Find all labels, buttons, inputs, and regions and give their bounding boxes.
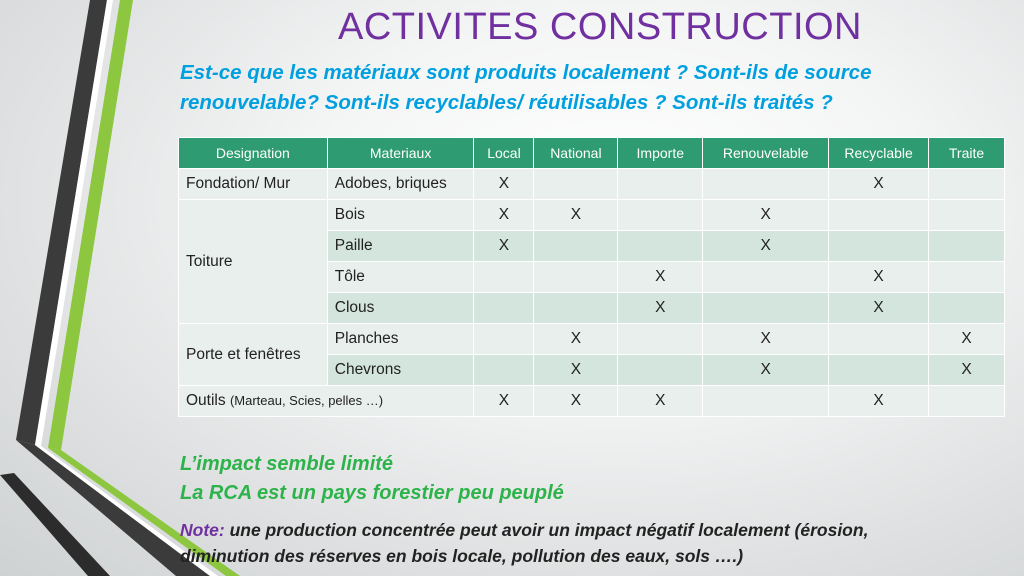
national-cell — [534, 293, 618, 324]
local-cell: X — [474, 200, 534, 231]
header-renouvelable: Renouvelable — [703, 138, 829, 169]
impact-text — [180, 450, 880, 508]
importe-cell — [618, 324, 703, 355]
question-text — [180, 58, 980, 118]
renouvelable-cell — [703, 293, 829, 324]
local-cell — [474, 293, 534, 324]
materiau-cell: Clous — [327, 293, 474, 324]
materiau-cell: Chevrons — [327, 355, 474, 386]
local-cell: X — [474, 169, 534, 200]
table-header-row — [179, 138, 1005, 169]
materiau-cell: Tôle — [327, 262, 474, 293]
local-cell — [474, 262, 534, 293]
national-cell — [534, 169, 618, 200]
traite-cell — [929, 386, 1005, 417]
impact-line-2: La RCA est un pays forestier peu peuplé — [180, 482, 564, 504]
national-cell — [534, 262, 618, 293]
renouvelable-cell — [703, 262, 829, 293]
designation-cell: Porte et fenêtres — [179, 324, 328, 386]
note-label: Note: — [180, 520, 225, 540]
outils-label: Outils — [186, 392, 226, 409]
national-cell: X — [534, 386, 618, 417]
renouvelable-cell — [703, 386, 829, 417]
traite-cell: X — [929, 355, 1005, 386]
note-text-1: une production concentrée peut avoir un impact négatif localement (érosion, — [224, 520, 869, 540]
importe-cell: X — [618, 386, 703, 417]
header-designation: Designation — [179, 138, 328, 169]
renouvelable-cell — [703, 169, 829, 200]
header-local: Local — [474, 138, 534, 169]
traite-cell — [929, 262, 1005, 293]
table-row — [179, 200, 1005, 231]
header-importe: Importe — [618, 138, 703, 169]
header-traite: Traite — [929, 138, 1005, 169]
materiau-cell: Adobes, briques — [327, 169, 474, 200]
materiau-cell: Paille — [327, 231, 474, 262]
importe-cell — [618, 231, 703, 262]
recyclable-cell — [829, 324, 929, 355]
national-cell: X — [534, 200, 618, 231]
traite-cell — [929, 231, 1005, 262]
materiau-cell: Bois — [327, 200, 474, 231]
recyclable-cell: X — [829, 169, 929, 200]
renouvelable-cell: X — [703, 324, 829, 355]
renouvelable-cell: X — [703, 355, 829, 386]
local-cell: X — [474, 386, 534, 417]
materiau-cell: Planches — [327, 324, 474, 355]
traite-cell — [929, 200, 1005, 231]
traite-cell: X — [929, 324, 1005, 355]
national-cell — [534, 231, 618, 262]
slide-title: ACTIVITES CONSTRUCTION — [337, 6, 863, 48]
white-stripe-upper — [35, 0, 113, 446]
importe-cell — [618, 169, 703, 200]
table-row — [179, 324, 1005, 355]
renouvelable-cell: X — [703, 200, 829, 231]
recyclable-cell — [829, 231, 929, 262]
importe-cell — [618, 355, 703, 386]
local-cell: X — [474, 231, 534, 262]
traite-cell — [929, 169, 1005, 200]
renouvelable-cell: X — [703, 231, 829, 262]
importe-cell: X — [618, 262, 703, 293]
recyclable-cell — [829, 200, 929, 231]
table-row — [179, 169, 1005, 200]
importe-cell: X — [618, 293, 703, 324]
question-line-2: renouvelable? Sont-ils recyclables/ réutilisables ? Sont-ils traités ? — [180, 91, 833, 114]
impact-line-1: L’impact semble limité — [180, 453, 394, 475]
importe-cell — [618, 200, 703, 231]
materials-table — [178, 137, 1005, 417]
header-materiaux: Materiaux — [327, 138, 474, 169]
recyclable-cell: X — [829, 262, 929, 293]
table-row — [179, 386, 1005, 417]
designation-cell — [179, 386, 474, 417]
local-cell — [474, 324, 534, 355]
designation-cell: Toiture — [179, 200, 328, 324]
header-national: National — [534, 138, 618, 169]
outils-detail: (Marteau, Scies, pelles …) — [229, 393, 384, 408]
local-cell — [474, 355, 534, 386]
question-line-1: Est-ce que les matériaux sont produits localement ? Sont-ils de source — [180, 61, 872, 84]
note-text — [180, 517, 980, 569]
designation-cell: Fondation/ Mur — [179, 169, 328, 200]
note-line-1 — [180, 517, 980, 543]
recyclable-cell: X — [829, 293, 929, 324]
national-cell: X — [534, 324, 618, 355]
recyclable-cell: X — [829, 386, 929, 417]
note-line-2: diminution des réserves en bois locale, pollution des eaux, sols ….) — [180, 546, 744, 566]
national-cell: X — [534, 355, 618, 386]
recyclable-cell — [829, 355, 929, 386]
header-recyclable: Recyclable — [829, 138, 929, 169]
traite-cell — [929, 293, 1005, 324]
